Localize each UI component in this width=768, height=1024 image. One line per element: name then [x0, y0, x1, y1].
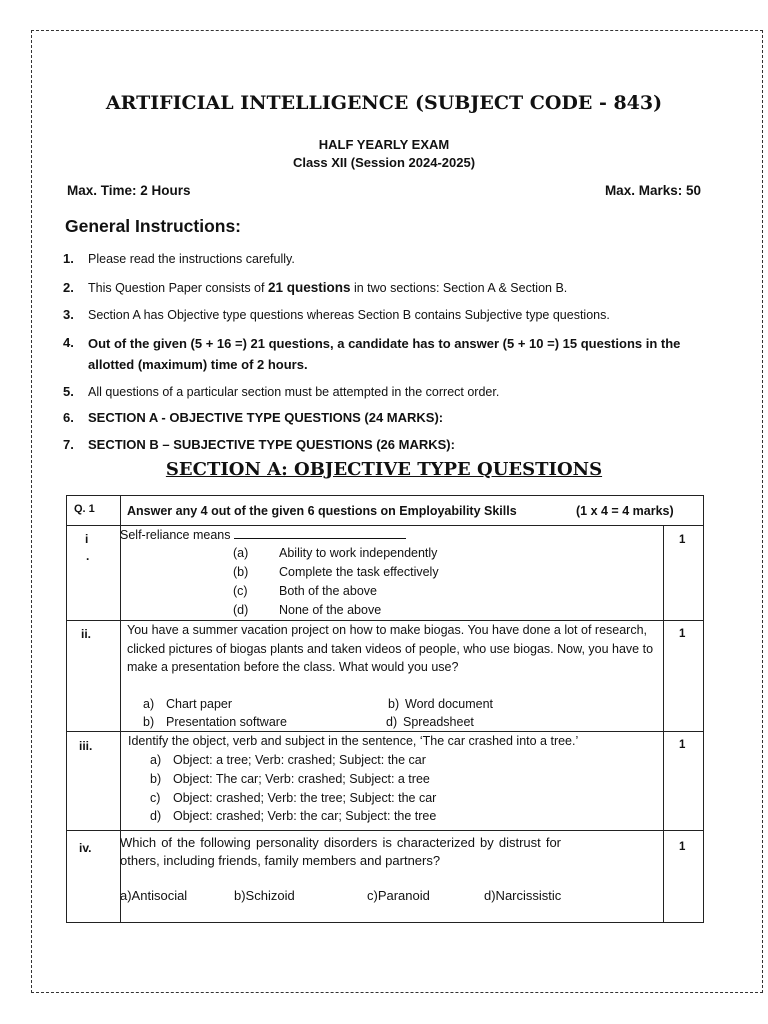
option-label: b): [150, 772, 162, 786]
max-time: Max. Time: 2 Hours: [67, 183, 191, 198]
option-text: None of the above: [279, 603, 382, 617]
instruction-number: 6.: [63, 410, 74, 425]
question-number: ii.: [81, 627, 92, 641]
option-label: (a): [233, 546, 249, 560]
column-divider: [663, 525, 664, 923]
instruction-number: 5.: [63, 384, 74, 399]
option-label: a): [143, 697, 155, 711]
option-text: b)Schizoid: [234, 888, 295, 903]
instruction-text: SECTION A - OBJECTIVE TYPE QUESTIONS (24 MARKS):: [88, 410, 444, 425]
exam-name: HALF YEARLY EXAM: [318, 137, 450, 152]
option-label: (b): [233, 565, 249, 579]
option-label: b): [143, 715, 155, 729]
option-text: Complete the task effectively: [279, 565, 439, 579]
option-text: Presentation software: [166, 715, 287, 729]
instruction-text: All questions of a particular section must be attempted in the correct order.: [88, 385, 500, 399]
instruction-text: SECTION B – SUBJECTIVE TYPE QUESTIONS (26 MARKS):: [88, 437, 455, 452]
question-table: [66, 495, 704, 923]
option-text: a)Antisocial: [120, 888, 188, 903]
question-number: iv.: [79, 841, 92, 855]
q1-marks-note: (1 x 4 = 4 marks): [576, 504, 674, 518]
option-text: Word document: [405, 697, 494, 711]
instruction-number: 3.: [63, 307, 74, 322]
option-label: (d): [233, 603, 249, 617]
paper-title: ARTIFICIAL INTELLIGENCE (SUBJECT CODE - 843): [105, 92, 663, 114]
option-label: c): [150, 791, 161, 805]
max-marks: Max. Marks: 50: [604, 183, 701, 198]
option-text: Object: a tree; Verb: crashed; Subject: the car: [173, 753, 426, 767]
question-number: iii.: [79, 739, 93, 753]
instruction-text: Please read the instructions carefully.: [88, 252, 295, 266]
instruction-text: Section A has Objective type questions whereas Section B contains Subjective type questions.: [88, 308, 610, 322]
q1-label: Q. 1: [74, 503, 95, 515]
question-marks: 1: [679, 534, 686, 546]
question-marks: 1: [679, 841, 686, 853]
option-text: Object: crashed; Verb: the car; Subject: the tree: [173, 809, 437, 823]
question-marks: 1: [679, 628, 686, 640]
option-label: b): [388, 697, 400, 711]
option-label: d): [386, 715, 398, 729]
question-stem: You have a summer vacation project on how to make biogas. You have done a lot of research, clicked pictures of biogas plants and taken videos of people, who use biogas. Now, you have to make a presentation before the class. What would you use?: [127, 623, 654, 674]
option-label: (c): [233, 584, 248, 598]
instruction-number: 4.: [63, 335, 74, 350]
q1-instruction: Answer any 4 out of the given 6 questions on Employability Skills: [127, 504, 517, 518]
instruction-number: 7.: [63, 437, 74, 452]
question-stem: Self-reliance means: [120, 526, 406, 545]
option-label: d): [150, 809, 162, 823]
question-stem: Identify the object, verb and subject in the sentence, ‘The car crashed into a tree.’: [128, 734, 579, 748]
option-text: Spreadsheet: [403, 715, 474, 729]
option-text: Both of the above: [279, 584, 377, 598]
question-stem: Which of the following personality disorders is characterized by distrust for others, including friends, family members and partners?: [120, 835, 561, 868]
question-marks: 1: [679, 739, 686, 751]
instruction-number: 2.: [63, 280, 74, 295]
row-divider: [67, 830, 703, 831]
option-text: Chart paper: [166, 697, 233, 711]
question-number-dot: .: [86, 549, 90, 563]
option-text: Object: The car; Verb: crashed; Subject: a tree: [173, 772, 430, 786]
option-label: a): [150, 753, 162, 767]
instruction-text: This Question Paper consists of 21 questions in two sections: Section A & Section B.: [88, 280, 568, 295]
option-text: Object: crashed; Verb: the tree; Subject: the car: [173, 791, 437, 805]
option-text: c)Paranoid: [367, 888, 430, 903]
section-a-heading: SECTION A: OBJECTIVE TYPE QUESTIONS: [165, 459, 603, 480]
instructions-heading: General Instructions:: [65, 216, 242, 236]
question-number: i: [85, 532, 89, 546]
option-text: d)Narcissistic: [484, 888, 562, 903]
class-session: Class XII (Session 2024-2025): [292, 155, 476, 170]
option-text: Ability to work independently: [279, 546, 438, 560]
instruction-number: 1.: [63, 251, 74, 266]
instruction-text: Out of the given (5 + 16 =) 21 questions, a candidate has to answer (5 + 10 =) 15 questions in the allotted (maximum) time of 2 hours.: [88, 336, 681, 372]
answer-blank: [234, 526, 406, 539]
